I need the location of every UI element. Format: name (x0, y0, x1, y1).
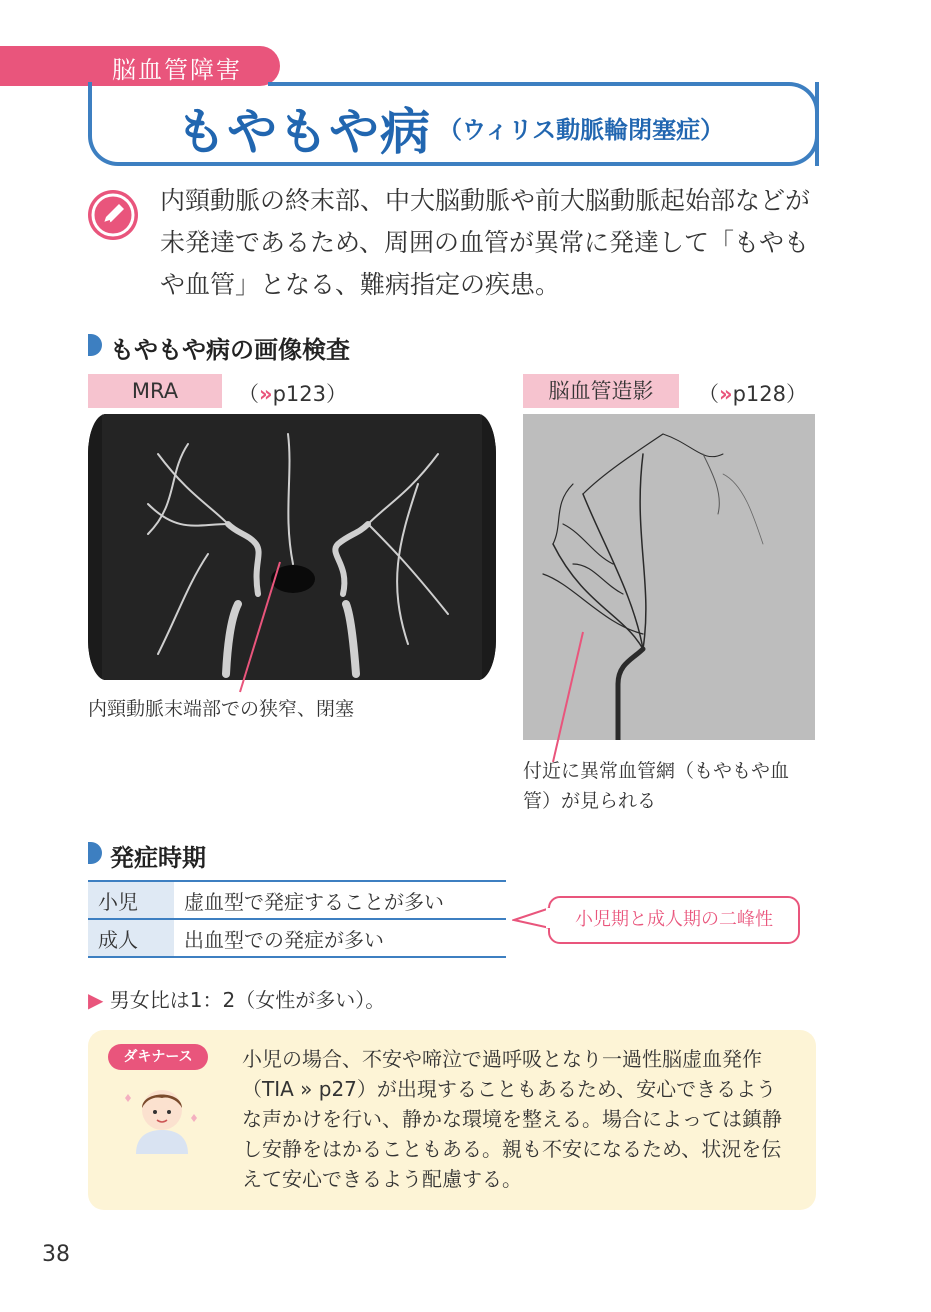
nurse-badge: ダキナース (108, 1044, 208, 1070)
angio-label: 脳血管造影 (523, 374, 679, 408)
onset-key: 小児 (88, 881, 174, 919)
section-marker (88, 842, 102, 864)
nurse-avatar-icon (122, 1074, 202, 1158)
title-frame-top (268, 82, 786, 86)
onset-value: 虚血型で発症することが多い (174, 881, 506, 919)
category-label: 脳血管障害 (112, 56, 242, 84)
nurse-note-text: 小児の場合、不安や啼泣で過呼吸となり一過性脳虚血発作 （TIA » p27）が出現することもあるため、安心できるよう な声かけを行い、静かな環境を整える。場合によっては鎮静 し安静をはかることもある。親も不安になるため、状況を伝 えて安心できるよう配慮する。 (242, 1047, 782, 1191)
mra-image (88, 414, 496, 680)
sex-ratio: ▶ 男女比は1：2（女性が多い）。 (88, 988, 386, 1012)
ref-arrow-icon: » (719, 382, 733, 406)
page-number: 38 (42, 1242, 70, 1267)
angio-pointer-line (545, 630, 595, 770)
pencil-icon (88, 190, 138, 240)
onset-value: 出血型での発症が多い (174, 919, 506, 957)
onset-heading: 発症時期 (110, 844, 206, 872)
imaging-heading: もやもや病の画像検査 (110, 336, 350, 364)
triangle-bullet-icon: ▶ (88, 988, 104, 1012)
onset-key: 成人 (88, 919, 174, 957)
table-row (88, 881, 506, 919)
mra-pointer-line (230, 560, 290, 700)
page-title: もやもや病 (176, 103, 431, 161)
intro-text: 内頸動脈の終末部、中大脳動脈や前大脳動脈起始部などが未発達であるため、周囲の血管が異常に発達して「もやもや血管」となる、難病指定の疾患。 (160, 186, 811, 299)
mra-ref: （»p123） (238, 382, 347, 406)
mra-label: MRA (88, 374, 222, 408)
page-subtitle: （ウィリス動脈輪閉塞症） (438, 116, 725, 144)
bimodal-callout: 小児期と成人期の二峰性 (548, 896, 800, 944)
section-marker (88, 334, 102, 356)
title-frame-corner (780, 82, 819, 166)
table-row (88, 919, 506, 957)
callout-joint (546, 908, 552, 928)
ref-arrow-icon: » (259, 382, 273, 406)
onset-table (88, 880, 506, 958)
angio-ref: （»p128） (698, 382, 807, 406)
angio-caption: 付近に異常血管網（もやもや血 管）が見られる (523, 760, 790, 812)
mra-caption: 内頸動脈末端部での狭窄、閉塞 (88, 698, 355, 720)
